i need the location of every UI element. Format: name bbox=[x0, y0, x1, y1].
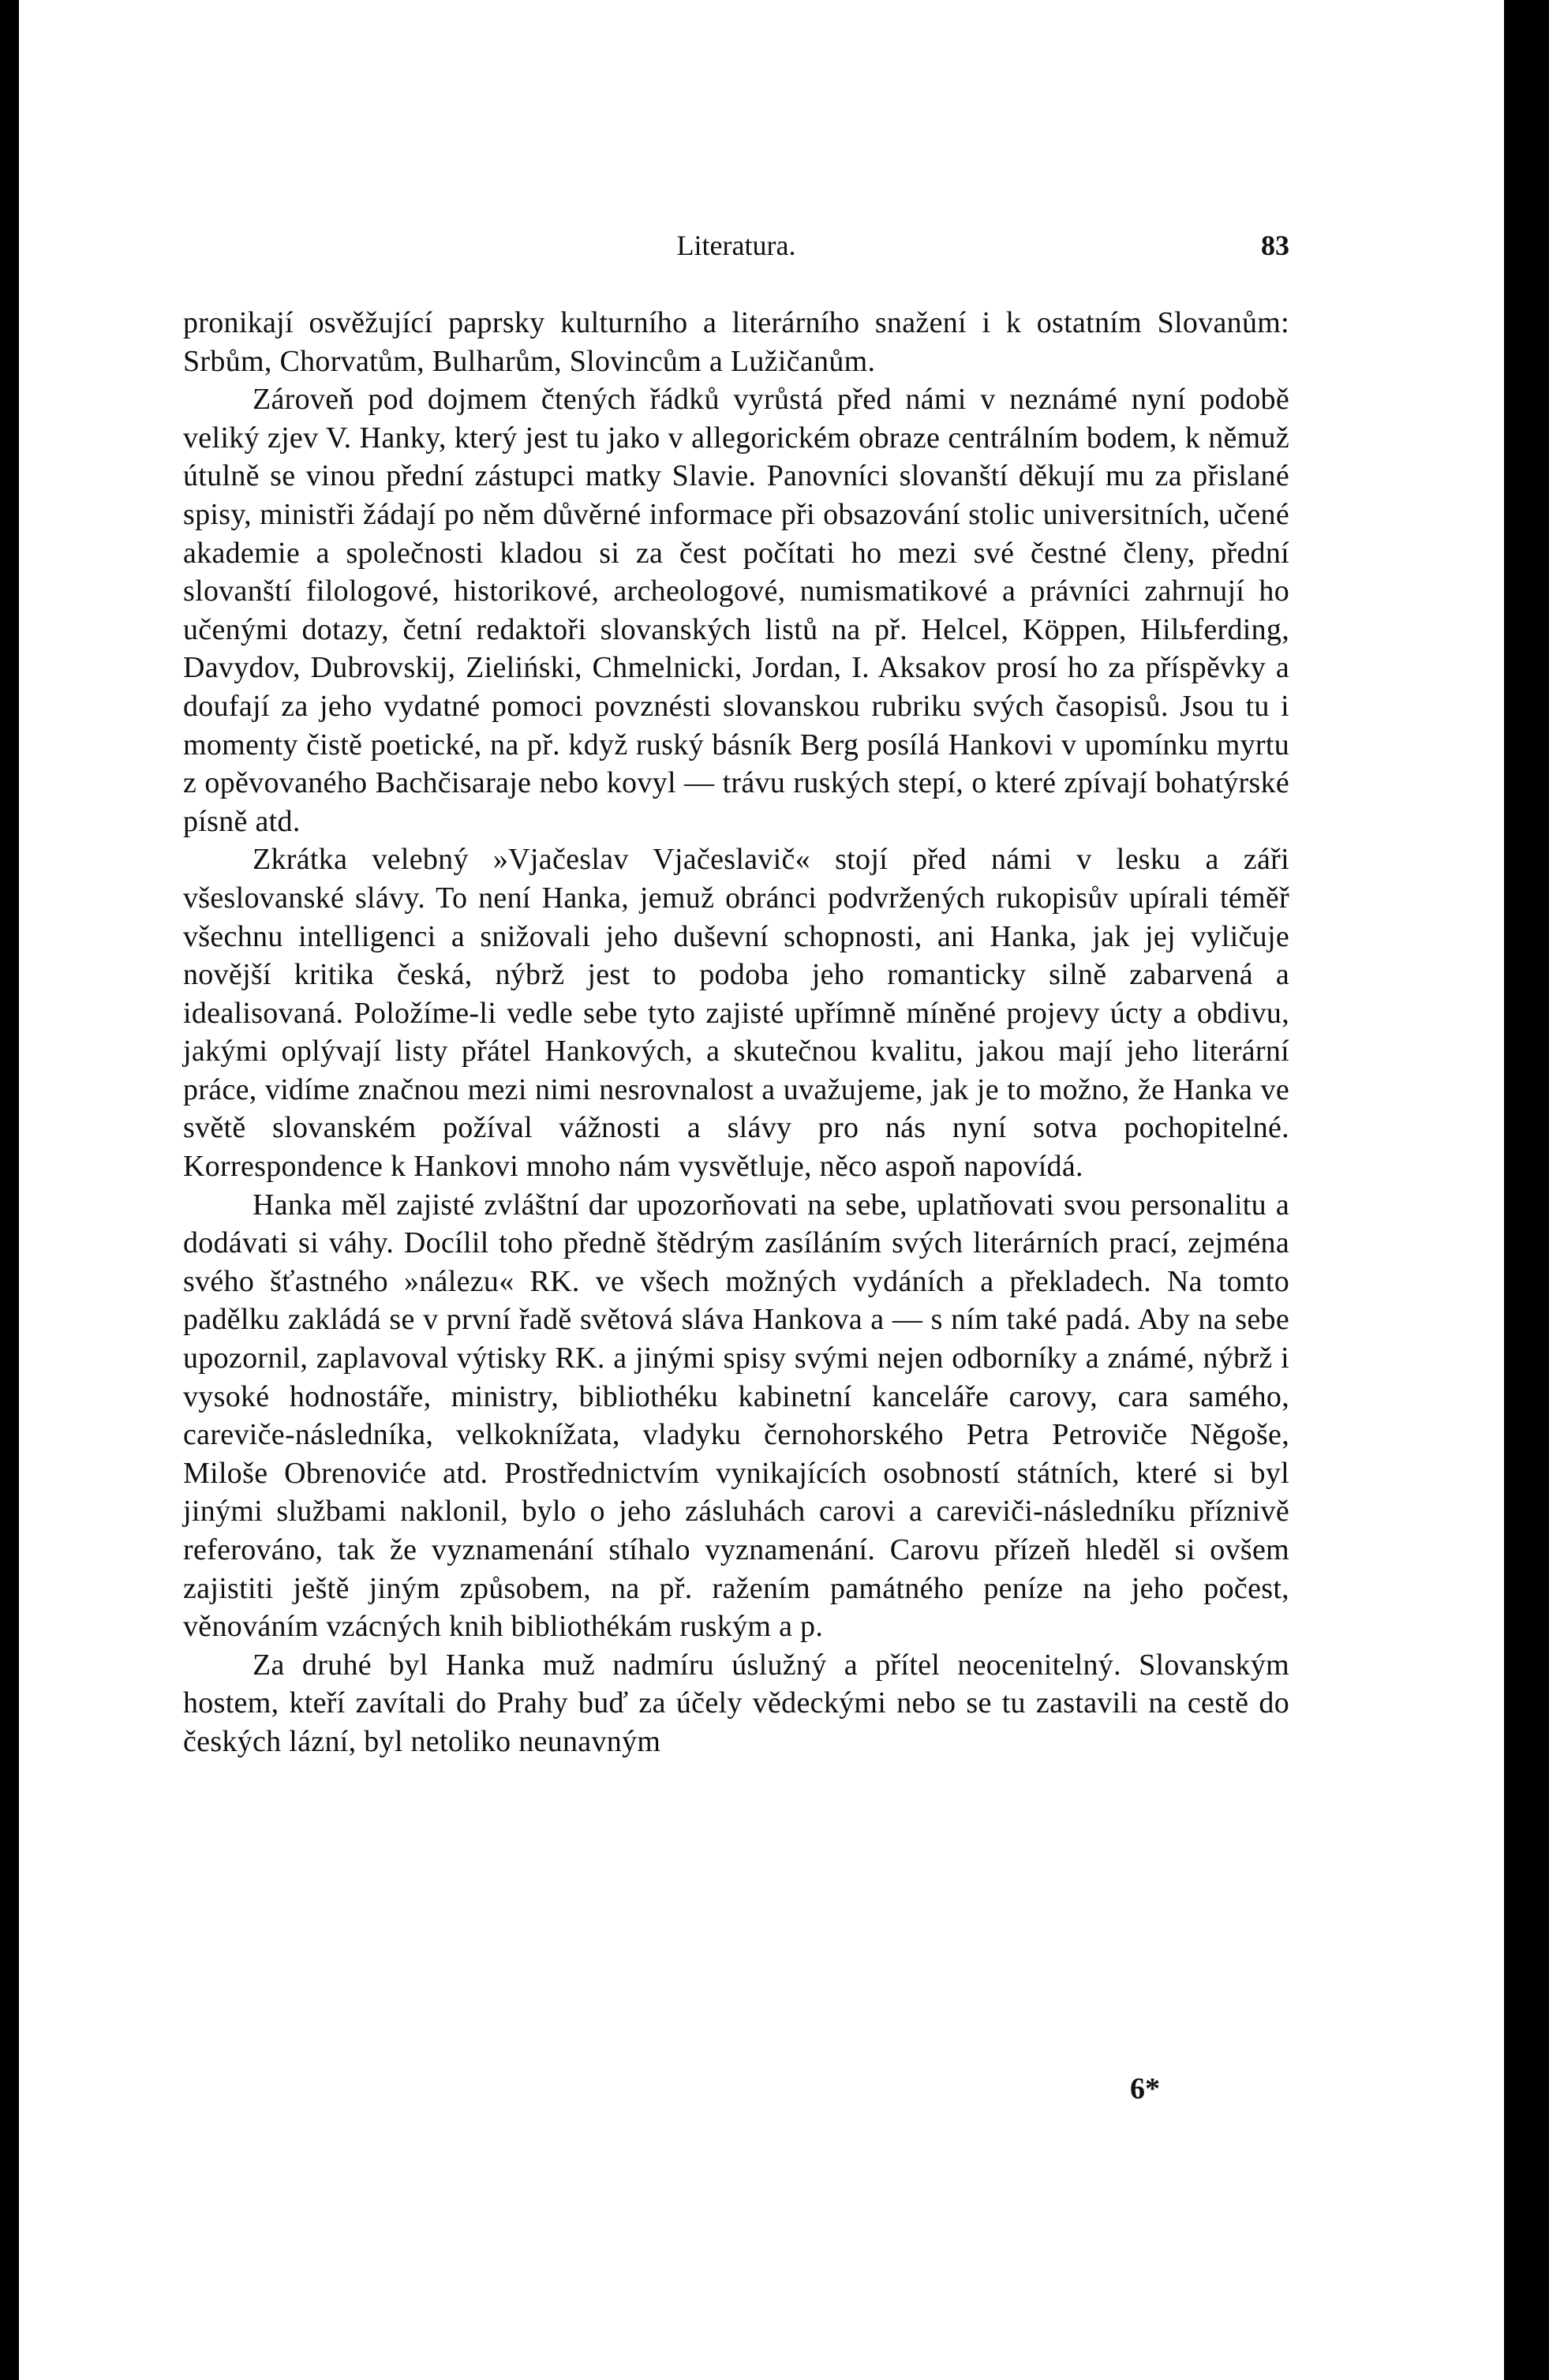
paragraph-4: Hanka měl zajisté zvláštní dar upozorňovati na sebe, uplatňovati svou personalitu a dodávati si váhy. Docílil toho předně štědrým zasíláním svých literárních prací, zejména svého šťastného »nálezu« RK. ve všech možných vydáních a překladech. Na tomto padělku zakládá se v první řadě světová sláva Hankova a — s ním také padá. Aby na sebe upozornil, zaplavoval výtisky RK. a jinými spisy svými nejen odborníky a známé, nýbrž i vysoké hodnostáře, ministry, bibliothéku kabinetní kanceláře carovy, cara samého, careviče-následníka, velkoknížata, vladyku černohorského Petra Petroviče Něgoše, Miloše Obrenoviće atd. Prostřednictvím vynikajících osobností státních, které si byl jinými službami naklonil, bylo o jeho zásluhách carovi a careviči-následníku příznivě referováno, tak že vyznamenání stíhalo vyznamenání. Carovu přízeň hleděl si ovšem zajistiti ještě jiným způsobem, na př. ražením památného peníze na jeho počest, věnováním vzácných knih bibliothékám ruským a p. bbox=[183, 1188, 1289, 1644]
running-header bbox=[183, 229, 1289, 268]
paragraph-1: pronikají osvěžující paprsky kulturního a literárního snažení i k ostatním Slovanům: Srbům, Chorvatům, Bulharům, Slovincům a Lužičanům. bbox=[183, 306, 1289, 378]
signature-mark: 6* bbox=[1130, 2072, 1160, 2105]
running-title: Literatura. bbox=[676, 230, 796, 261]
paragraph-2: Zároveň pod dojmem čtených řádků vyrůstá před námi v neznámé nyní podobě veliký zjev V. Hanky, který jest tu jako v allegorickém obraze centrálním bodem, k němuž útulně se vinou přední zástupci matky Slavie. Panovníci slovanští děkují mu za přislané spisy, ministři žádají po něm důvěrné informace při obsazování stolic universitních, učené akademie a společnosti kladou si za čest počítati ho mezi své čestné členy, přední slovanští filologové, historikové, archeologové, numismatikové a právníci zahrnují ho učenými dotazy, četní redaktoři slovanských listů na př. Helcel, Köppen, Hilьferding, Davydov, Dubrovskij, Zieliński, Chmelnicki, Jordan, I. Aksakov prosí ho za příspěvky a doufají za jeho vydatné pomoci povznésti slovanskou rubriku svých časopisů. Jsou tu i momenty čistě poetické, na př. když ruský básník Berg posílá Hankovi v upomínku myrtu z opěvovaného Bachčisaraje nebo kovyl — trávu ruských stepí, o které zpívají bohatýrské písně atd. bbox=[183, 383, 1289, 838]
body-text bbox=[183, 304, 1289, 1761]
book-page bbox=[19, 0, 1504, 2380]
paragraph-3: Zkrátka velebný »Vjačeslav Vjačeslavič« stojí před námi v lesku a záři všeslovanské slávy. To není Hanka, jemuž obránci podvržených rukopisův upírali téměř všechnu intelligenci a snižovali jeho duševní schopnosti, ani Hanka, jak jej vyličuje novější kritika česká, nýbrž jest to podoba jeho romanticky silně zabarvená a idealisovaná. Položíme-li vedle sebe tyto zajisté upřímně míněné projevy úcty a obdivu, jakými oplývají listy přátel Hankových, a skutečnou kvalitu, jakou mají jeho literární práce, vidíme značnou mezi nimi nesrovnalost a uvažujeme, jak je to možno, že Hanka ve světě slovanském požíval vážnosti a slávy pro nás nyní sotva pochopitelné. Korrespondence k Hankovi mnoho nám vysvětluje, něco aspoň napovídá. bbox=[183, 843, 1289, 1184]
paragraph-5: Za druhé byl Hanka muž nadmíru úslužný a přítel neocenitelný. Slovanským hostem, kteří zavítali do Prahy buď za účely vědeckými nebo se tu zastavili na cestě do českých lázní, byl netoliko neunavným bbox=[183, 1648, 1289, 1758]
page-number: 83 bbox=[1261, 230, 1289, 261]
